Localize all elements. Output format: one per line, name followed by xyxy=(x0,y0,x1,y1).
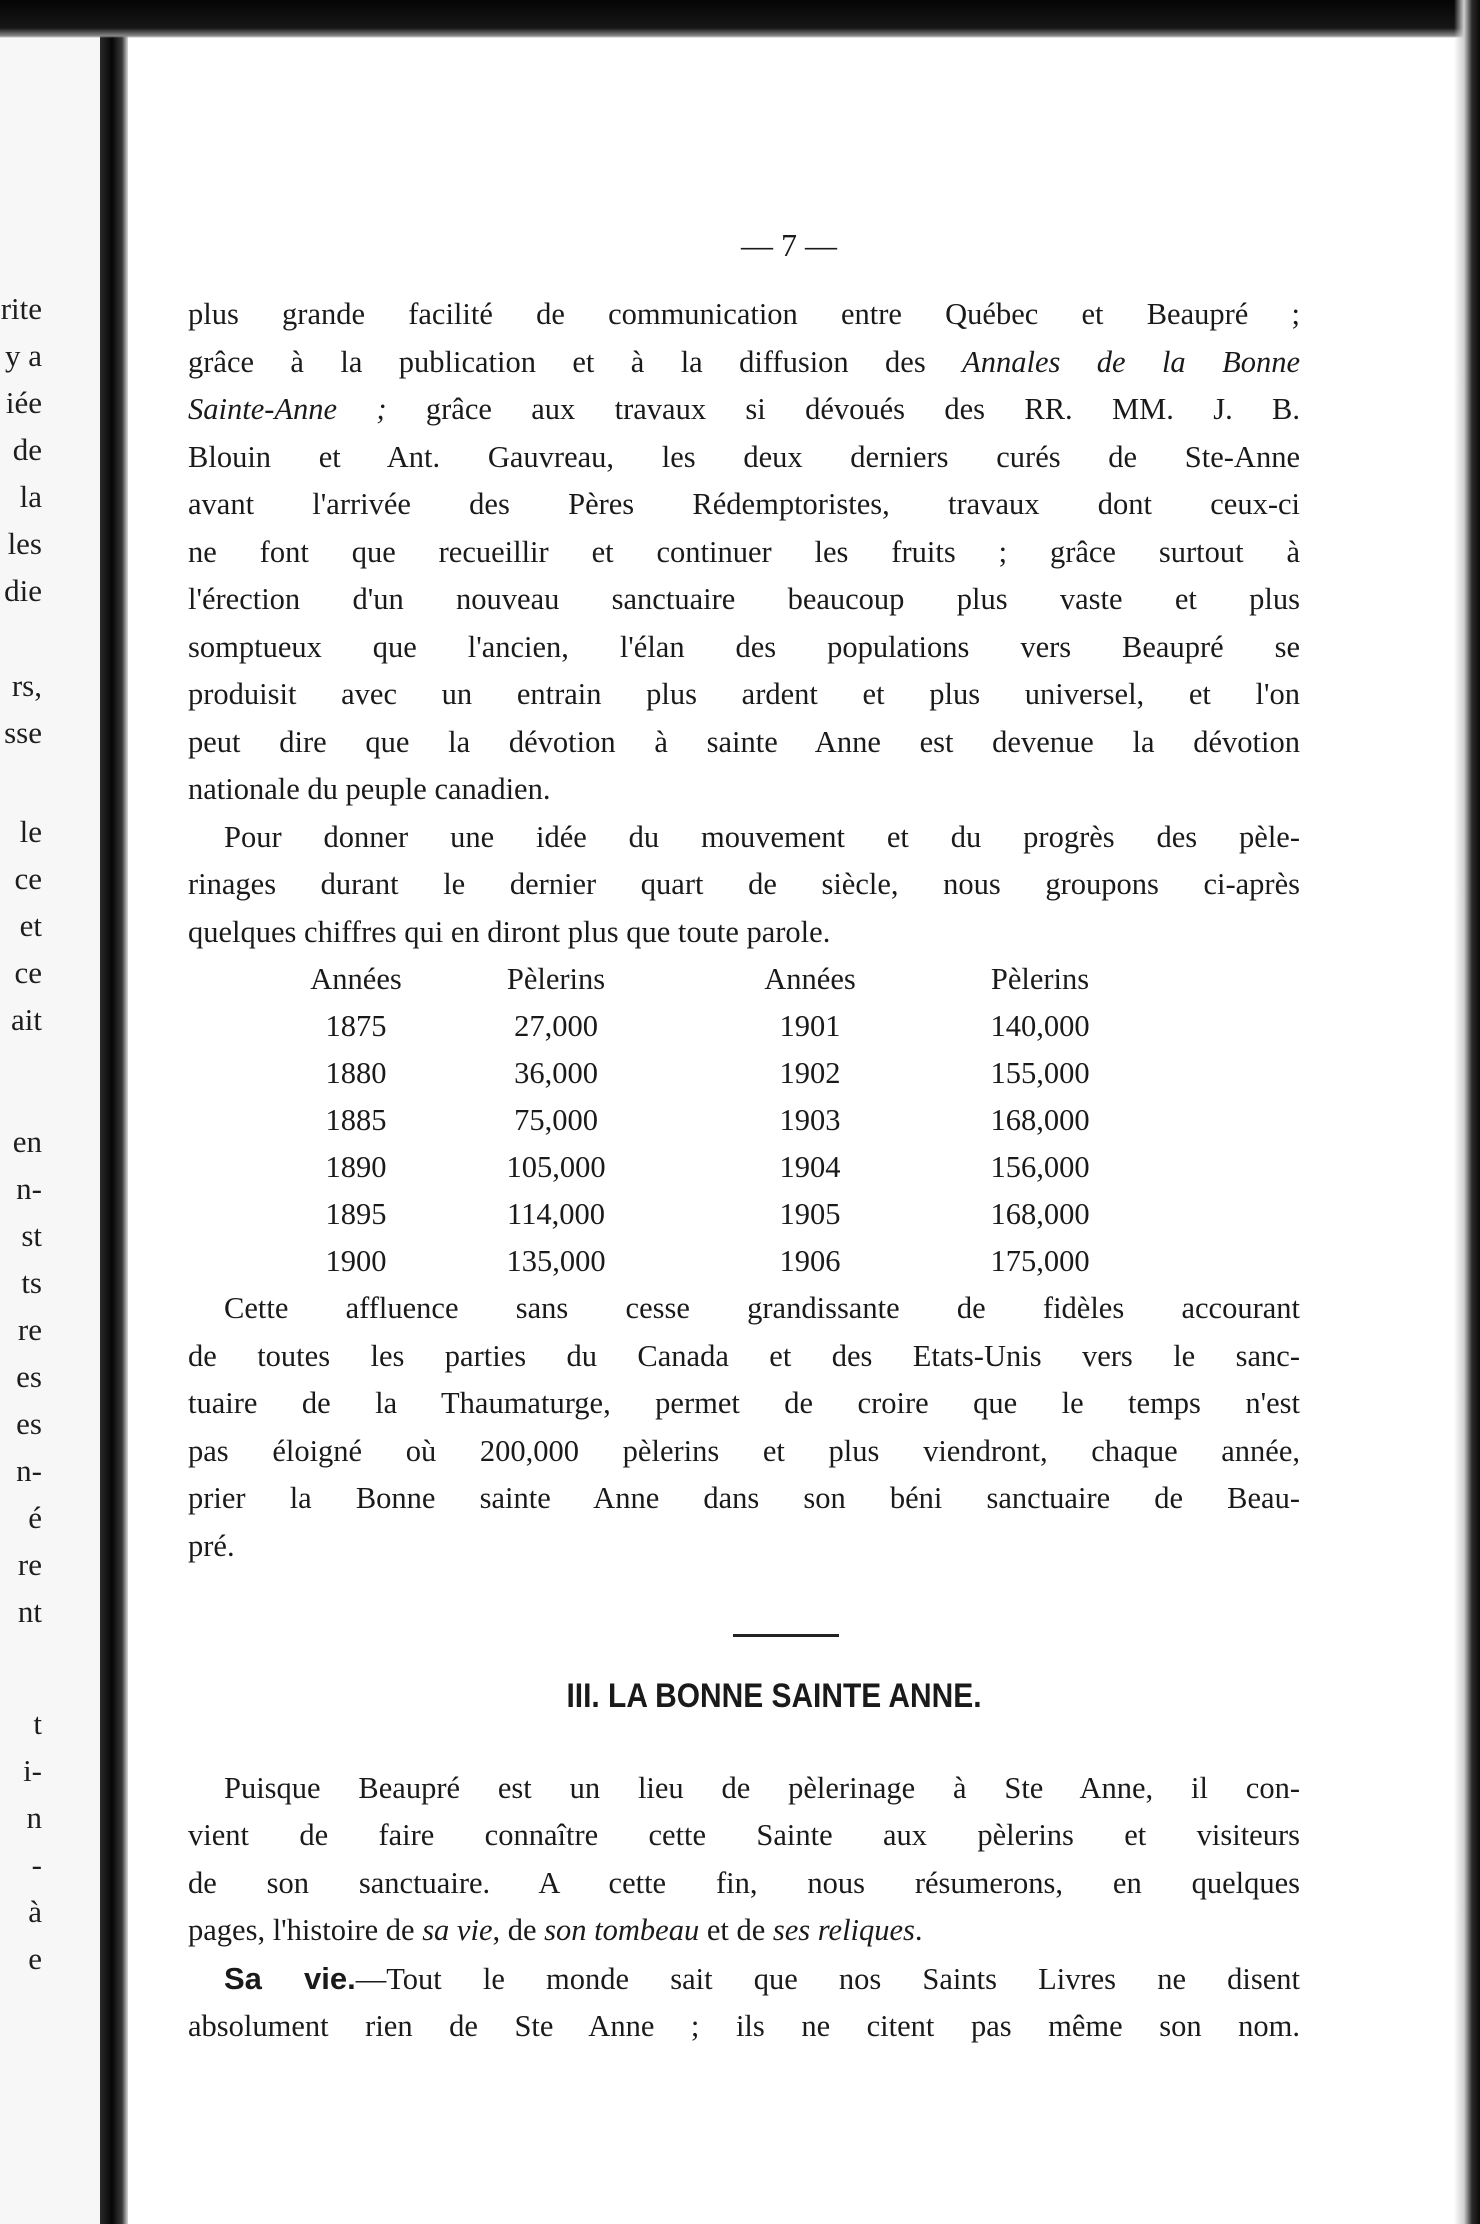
table-cell: 155,000 xyxy=(990,1056,1090,1090)
table-cell: 156,000 xyxy=(990,1150,1090,1184)
italic-term: ses reliques xyxy=(772,1913,915,1947)
text-line: pré. xyxy=(188,1528,235,1563)
facing-page-fragment: de xyxy=(12,432,42,467)
table-cell: 168,000 xyxy=(990,1103,1090,1137)
text-line: Pour donner une idée du mouvement et du progrès des pèle- xyxy=(224,819,1300,854)
table-cell: 1880 xyxy=(325,1056,387,1090)
facing-page-fragment: re xyxy=(17,1312,42,1347)
paragraph-3 xyxy=(188,1285,1300,1570)
table-cell: 135,000 xyxy=(506,1244,606,1278)
facing-page-fragment: ait xyxy=(11,1002,42,1037)
table-cell: 1902 xyxy=(779,1056,841,1090)
table-cell: 1895 xyxy=(325,1197,387,1231)
text-line: plus grande facilité de communication entre Québec et Beaupré ; xyxy=(188,297,1300,331)
table-cell: 1905 xyxy=(779,1197,841,1231)
table-cell: 1875 xyxy=(325,1009,387,1043)
text-line: peut dire que la dévotion à sainte Anne est devenue la dévotion xyxy=(188,724,1300,759)
table-row xyxy=(188,1003,1288,1050)
text-line: absolument rien de Ste Anne ; ils ne citent pas même son nom. xyxy=(188,2009,1300,2043)
table-cell: 175,000 xyxy=(990,1244,1090,1278)
text-line: pages, l'histoire de sa vie, de son tombeau et de ses reliques. xyxy=(188,1913,923,1947)
italic-title: Annales de la Bonne xyxy=(962,344,1300,379)
table-cell: 1885 xyxy=(325,1103,387,1137)
facing-page-fragment: le xyxy=(19,814,42,849)
facing-page-fragment: es xyxy=(16,1406,42,1441)
table-header xyxy=(188,956,1288,1003)
text-line: Puisque Beaupré est un lieu de pèlerinage à Ste Anne, il con- xyxy=(224,1770,1300,1805)
text-line: Sa vie.—Tout le monde sait que nos Saints Livres ne disent xyxy=(224,1960,1300,1996)
section-heading: III. LA BONNE SAINTE ANNE. xyxy=(566,1677,982,1715)
facing-page-fragment: rite xyxy=(0,291,42,326)
facing-page-fragment: n- xyxy=(16,1171,42,1206)
facing-page-fragment: ce xyxy=(14,861,42,896)
facing-page-fragment: les xyxy=(7,526,42,561)
table-row xyxy=(188,1097,1288,1144)
page-number: — 7 — xyxy=(741,227,837,263)
text-line: produisit avec un entrain plus ardent et plus universel, et l'on xyxy=(188,677,1300,711)
top-page-edge xyxy=(0,0,1480,38)
section-divider xyxy=(733,1634,839,1637)
header-years-2: Années xyxy=(764,962,856,996)
text-line: nationale du peuple canadien. xyxy=(188,772,551,806)
paragraph-5 xyxy=(188,1955,1300,2051)
table-cell: 1903 xyxy=(779,1103,841,1137)
text-line: prier la Bonne sainte Anne dans son béni sanctuaire de Beau- xyxy=(188,1481,1300,1515)
table-cell: 1890 xyxy=(325,1150,387,1184)
paragraph-4 xyxy=(188,1765,1300,1955)
header-pilgrims-2: Pèlerins xyxy=(990,962,1090,996)
facing-page-fragment: nt xyxy=(17,1594,42,1629)
facing-page-edge xyxy=(0,0,100,2224)
header-pilgrims-1: Pèlerins xyxy=(506,962,606,996)
table-cell: 1900 xyxy=(325,1244,387,1278)
table-cell: 140,000 xyxy=(990,1009,1090,1043)
table-row xyxy=(188,1144,1288,1191)
table-row xyxy=(188,1050,1288,1097)
facing-page-fragment: t xyxy=(33,1706,42,1741)
facing-page-fragment: es xyxy=(16,1359,42,1394)
table-cell: 114,000 xyxy=(507,1197,605,1231)
text-line: ne font que recueillir et continuer les fruits ; grâce surtout à xyxy=(188,534,1300,569)
facing-page-fragment: la xyxy=(19,479,42,514)
facing-page-fragment: et xyxy=(19,908,42,943)
facing-page-fragment: - xyxy=(31,1847,42,1882)
text-line: grâce à la publication et à la diffusion des Annales de la Bonne xyxy=(188,344,1300,379)
italic-term: son tombeau xyxy=(544,1913,700,1947)
facing-page-fragment: iée xyxy=(5,385,42,420)
text-line: de toutes les parties du Canada et des Etats-Unis vers le sanc- xyxy=(188,1338,1300,1373)
facing-page-fragment: ce xyxy=(14,955,42,990)
right-page-edge xyxy=(1454,0,1480,2224)
paragraph-2 xyxy=(188,814,1300,957)
text-line: Blouin et Ant. Gauvreau, les deux derniers curés de Ste-Anne xyxy=(188,439,1300,474)
pilgrims-table xyxy=(188,956,1288,1285)
facing-page-fragment: à xyxy=(28,1894,42,1929)
table-cell: 1904 xyxy=(779,1150,841,1184)
table-cell: 1906 xyxy=(779,1244,841,1278)
header-years-1: Années xyxy=(310,962,402,996)
text-line: l'érection d'un nouveau sanctuaire beaucoup plus vaste et plus xyxy=(188,582,1300,616)
table-cell: 36,000 xyxy=(514,1056,598,1090)
text-line: rinages durant le dernier quart de siècle, nous groupons ci-après xyxy=(188,867,1300,901)
book-spine xyxy=(100,0,128,2224)
table-row xyxy=(188,1191,1288,1238)
bold-lead: Sa vie. xyxy=(224,1960,356,1996)
table-cell: 105,000 xyxy=(506,1150,606,1184)
facing-page-fragment: sse xyxy=(4,715,42,750)
page-body xyxy=(188,225,1300,2051)
facing-page-fragment: i- xyxy=(23,1753,42,1788)
facing-page-fragment: é xyxy=(28,1500,42,1535)
paragraph-1 xyxy=(188,291,1300,814)
facing-page-fragment: re xyxy=(17,1547,42,1582)
facing-page-fragment: en xyxy=(12,1124,42,1159)
facing-page-fragment: die xyxy=(4,573,42,608)
table-cell: 27,000 xyxy=(514,1009,598,1043)
text-line: Sainte-Anne ; grâce aux travaux si dévoués des RR. MM. J. B. xyxy=(188,392,1301,426)
facing-page-fragment: ts xyxy=(21,1265,42,1300)
facing-page-fragment: st xyxy=(21,1218,42,1253)
facing-page-fragment: rs, xyxy=(11,668,42,703)
text-line: pas éloigné où 200,000 pèlerins et plus viendront, chaque année, xyxy=(188,1433,1300,1468)
text-line: somptueux que l'ancien, l'élan des populations vers Beaupré se xyxy=(188,629,1300,664)
text-line: tuaire de la Thaumaturge, permet de croire que le temps n'est xyxy=(188,1386,1300,1420)
italic-term: sa vie xyxy=(422,1913,493,1947)
italic-title: Sainte-Anne ; xyxy=(188,392,426,426)
facing-page-fragment: n xyxy=(26,1800,42,1835)
text-line: de son sanctuaire. A cette fin, nous résumerons, en quelques xyxy=(188,1865,1300,1900)
text-line: quelques chiffres qui en diront plus que toute parole. xyxy=(188,914,831,949)
table-cell: 168,000 xyxy=(990,1197,1090,1231)
table-cell: 75,000 xyxy=(514,1103,598,1137)
text-line: Cette affluence sans cesse grandissante de fidèles accourant xyxy=(224,1291,1300,1325)
facing-page-fragment: e xyxy=(28,1941,42,1976)
text-line: vient de faire connaître cette Sainte aux pèlerins et visiteurs xyxy=(188,1818,1300,1852)
text-line: avant l'arrivée des Pères Rédemptoristes, travaux dont ceux-ci xyxy=(188,487,1300,521)
facing-page-fragment: n- xyxy=(16,1453,42,1488)
table-cell: 1901 xyxy=(779,1009,841,1043)
facing-page-fragment: y a xyxy=(4,338,42,373)
table-row xyxy=(188,1238,1288,1285)
